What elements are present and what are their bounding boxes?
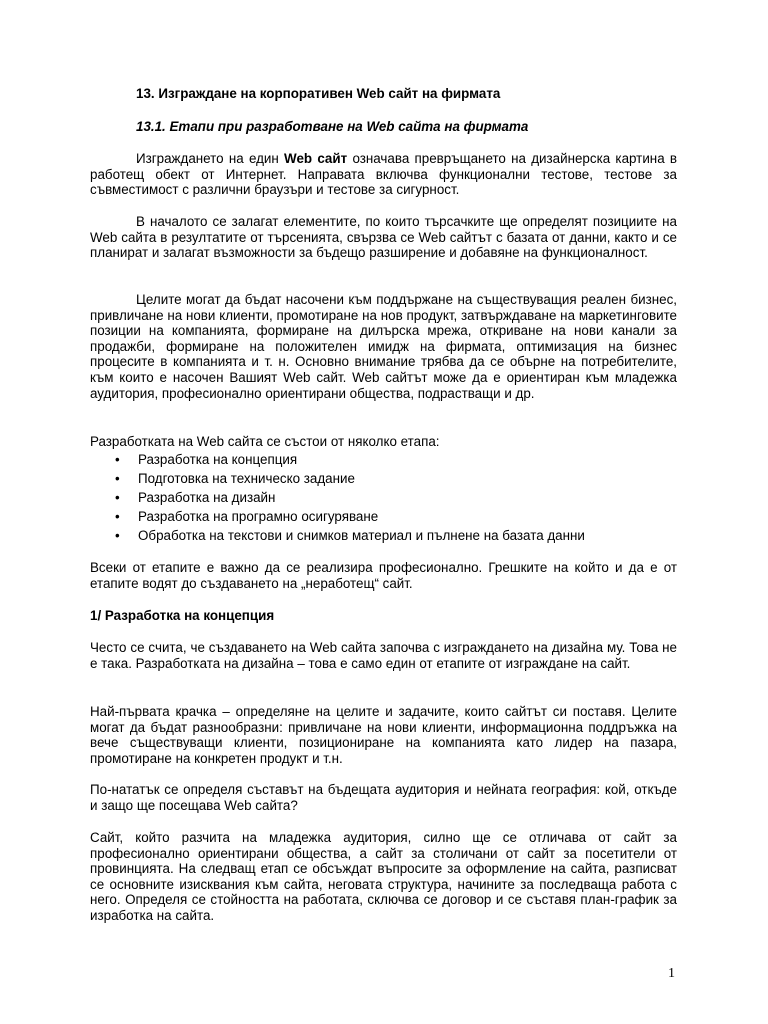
list-item — [90, 509, 677, 528]
list-item-text: Разработка на дизайн — [138, 490, 276, 506]
paragraph-audience: По-нататък се определя съставът на бъдещата аудитория и нейната география: кой, откъде и защо ще посещава Web сайта? — [90, 782, 677, 813]
list-item-text: Обработка на текстови и снимков материал и пълнене на базата данни — [138, 528, 585, 544]
page-number: 1 — [668, 966, 675, 981]
list-intro: Разработката на Web сайта се състои от няколко етапа: — [90, 434, 440, 449]
paragraph-professional: Всеки от етапите е важно да се реализира професионално. Грешките на който и да е от етапите водят до създаването на „неработещ“ сайт. — [90, 560, 677, 591]
bullet-icon: • — [115, 528, 120, 544]
list-item-text: Подготовка на техническо задание — [138, 471, 355, 487]
list-item-text: Разработка на концепция — [138, 452, 298, 467]
paragraph-intro — [90, 151, 677, 198]
list-item — [90, 471, 677, 490]
paragraph-intro-rest: означава превръщането на дизайнерска картина в работещ обект от Интернет. Направата включва функционални тестове, тестове за съвместимост с различни браузъри и тестове за сигурност. — [90, 151, 678, 198]
paragraph-search-engines: В началото се залагат елементите, по които търсачките ще определят позициите на Web сайта в резултатите от търсенията, свързва се Web сайтът с базата от данни, както и се планират и залагат възможности за бъдещо разширение и добавяне на функционалност. — [90, 214, 677, 261]
bullet-icon: • — [115, 509, 120, 525]
subsection-title: 1/ Разработка на концепция — [90, 608, 275, 623]
bullet-icon: • — [115, 490, 120, 506]
list-item-text: Разработка на програмно осигуряване — [138, 509, 379, 525]
bullet-icon: • — [115, 452, 120, 467]
paragraph-intro-lead: Изграждането на един — [136, 151, 285, 166]
list-item — [90, 452, 677, 471]
paragraph-intro-bold: Web сайт — [284, 151, 348, 166]
paragraph-site-types: Сайт, който разчита на младежка аудитория, силно ще се отличава от сайт за професионално ориентирани общества, а сайт за столичани от сайт за посетители от провинцията. На следващ етап се обсъждат въпросите за оформление на сайта, разписват се основните изисквания към сайта, неговата структура, начините за последваща работа с него. Определя се стойността на работата, сключва се договор и се съставя план-график за изработка на сайта. — [90, 830, 677, 923]
stages-list — [90, 452, 677, 547]
chapter-heading: 13. Изграждане на корпоративен Web сайт на фирмата — [136, 86, 501, 101]
list-item — [90, 528, 677, 547]
paragraph-goals: Целите могат да бъдат насочени към поддържане на съществуващия реален бизнес, привличане на нови клиенти, промотиране на нов продукт, затвърждаване на маркетинговите позиции на компанията, формиране на дилърска мрежа, откриване на нови канали за продажби, формиране на положителен имидж на фирмата, оптимизация на бизнес процесите в компанията и т. н. Основно внимание трябва да се обърне на потребителите, към които е насочен Вашият Web сайт. Web сайтът може да е ориентиран към младежка аудитория, професионално ориентирани общества, подрастващи и др. — [90, 292, 677, 401]
bullet-icon: • — [115, 471, 120, 487]
paragraph-first-step: Най-първата крачка – определяне на целите и задачите, които сайтът си поставя. Целите могат да бъдат разнообразни: привличане на нови клиенти, информационна поддръжка на вече съществуващи клиенти, позициониране на компанията като лидер на пазара, промотиране на конкретен продукт и т.н. — [90, 704, 677, 766]
section-heading: 13.1. Етапи при разработване на Web сайта на фирмата — [136, 119, 529, 134]
list-item — [90, 490, 677, 509]
paragraph-design-myth: Често се счита, че създаването на Web сайта започва с изграждането на дизайна му. Това не е така. Разработката на дизайна – това е само един от етапите от изграждане на сайт. — [90, 640, 677, 671]
